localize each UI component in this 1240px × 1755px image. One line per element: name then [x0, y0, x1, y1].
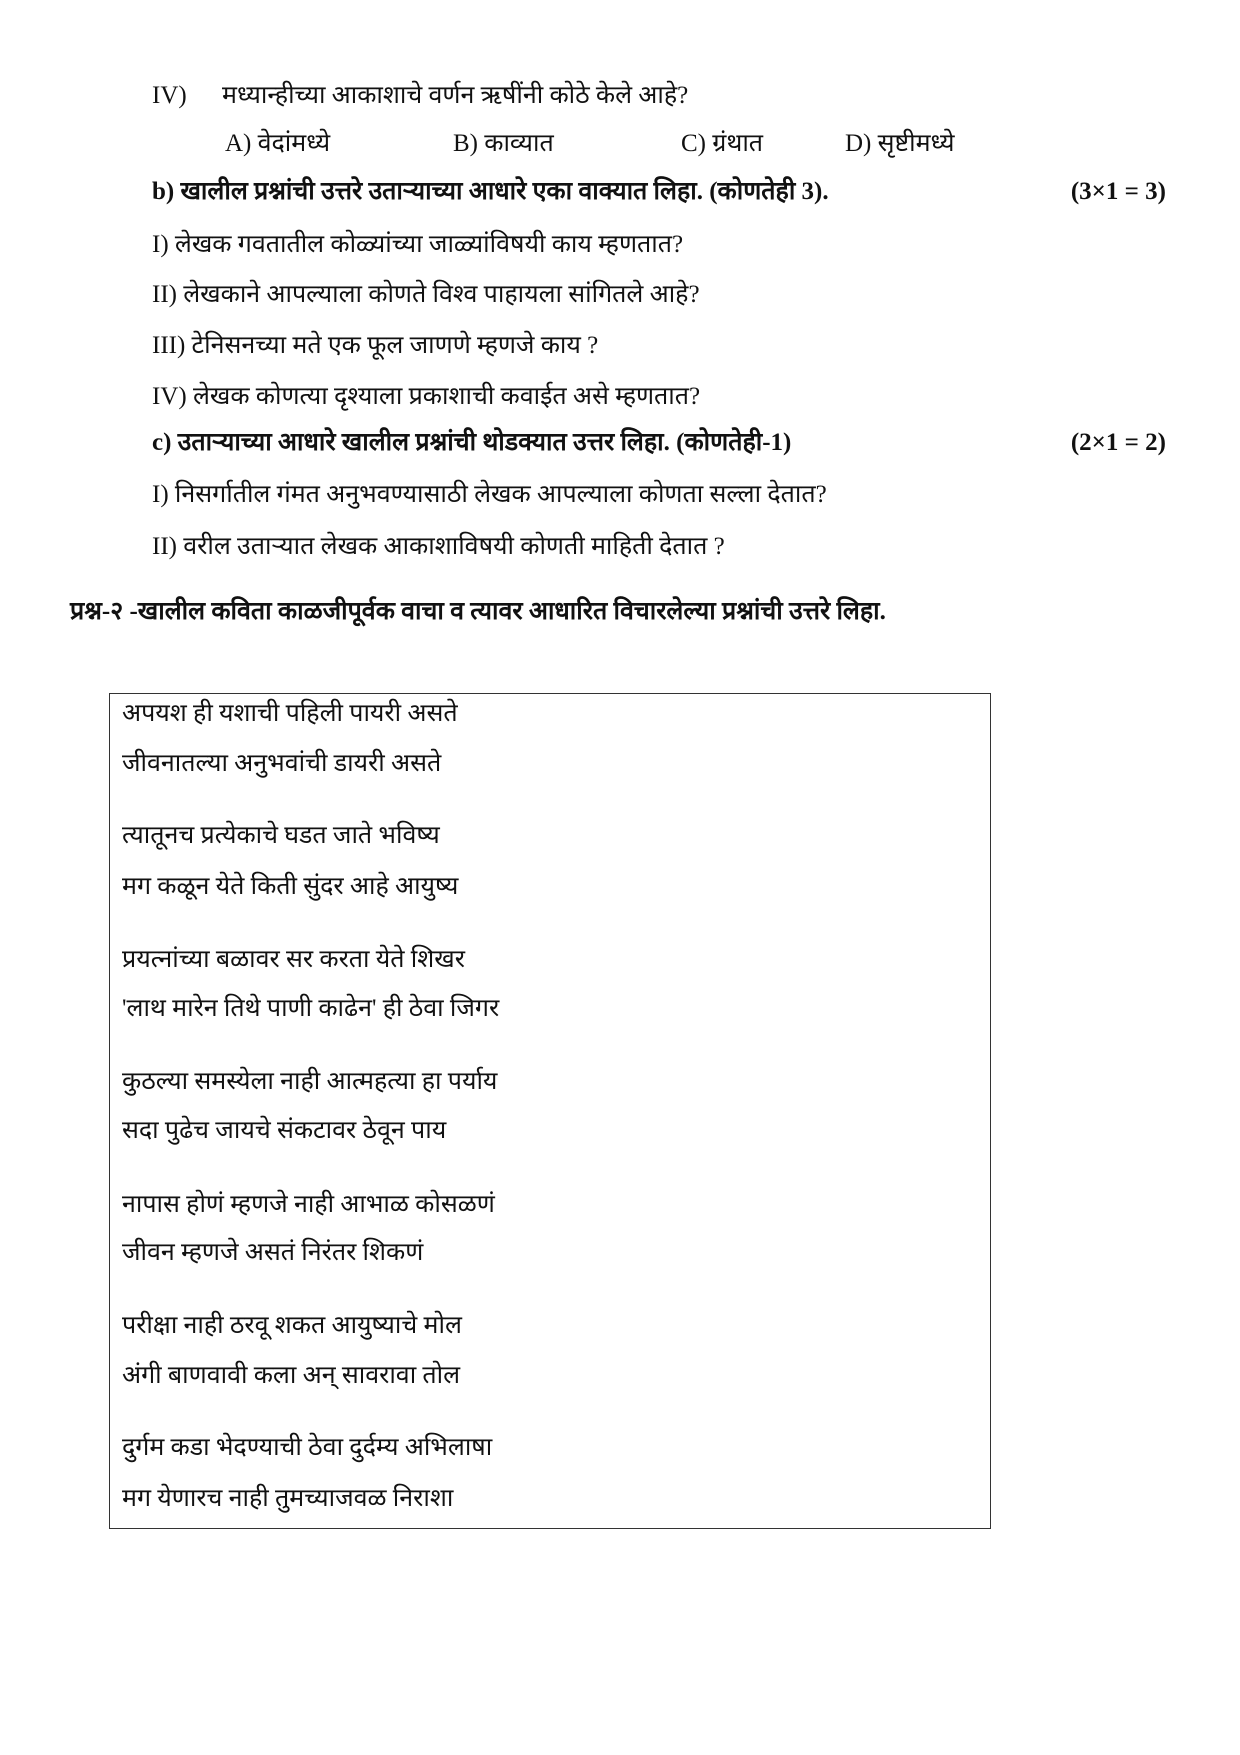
poem-box	[109, 693, 991, 1529]
poem-line: प्रयत्नांच्या बळावर सर करता येते शिखर	[122, 946, 465, 973]
question-item: IV) लेखक कोणत्या दृश्याला प्रकाशाची कवाईत असे म्हणतात?	[152, 383, 701, 410]
option-a: A) वेदांमध्ये	[225, 130, 331, 157]
poem-line: परीक्षा नाही ठरवू शकत आयुष्याचे मोल	[122, 1312, 462, 1339]
option-d: D) सृष्टीमध्ये	[845, 130, 955, 157]
question-2-heading: प्रश्न-२ -खालील कविता काळजीपूर्वक वाचा व त्यावर आधारित विचारलेल्या प्रश्नांची उत्तरे लिहा.	[70, 598, 886, 625]
section-c-heading: c) उताऱ्याच्या आधारे खालील प्रश्नांची थोडक्यात उत्तर लिहा. (कोणतेही-1)	[152, 429, 792, 456]
question-item: I) लेखक गवतातील कोळ्यांच्या जाळ्यांविषयी काय म्हणतात?	[152, 231, 684, 258]
question-text: मध्यान्हीच्या आकाशाचे वर्णन ऋषींनी कोठे केले आहे?	[222, 82, 689, 109]
option-c: C) ग्रंथात	[681, 130, 764, 157]
question-number: IV)	[152, 82, 187, 109]
poem-line: दुर्गम कडा भेदण्याची ठेवा दुर्दम्य अभिलाषा	[122, 1434, 493, 1461]
poem-line: जीवन म्हणजे असतं निरंतर शिकणं	[122, 1239, 424, 1266]
poem-line: सदा पुढेच जायचे संकटावर ठेवून पाय	[122, 1117, 447, 1144]
poem-line: नापास होणं म्हणजे नाही आभाळ कोसळणं	[122, 1191, 495, 1218]
question-item: II) वरील उताऱ्यात लेखक आकाशाविषयी कोणती माहिती देतात ?	[152, 533, 725, 560]
poem-line: अंगी बाणवावी कला अन् सावरावा तोल	[122, 1362, 461, 1389]
section-b-marks: (3×1 = 3)	[1070, 178, 1166, 205]
poem-line: मग कळून येते किती सुंदर आहे आयुष्य	[122, 873, 459, 900]
poem-line: जीवनातल्या अनुभवांची डायरी असते	[122, 750, 442, 777]
section-b-heading: b) खालील प्रश्नांची उत्तरे उताऱ्याच्या आधारे एका वाक्यात लिहा. (कोणतेही 3).	[152, 178, 829, 205]
option-b: B) काव्यात	[453, 130, 554, 157]
poem-line: त्यातूनच प्रत्येकाचे घडत जाते भविष्य	[122, 822, 440, 849]
poem-line: 'लाथ मारेन तिथे पाणी काढेन' ही ठेवा जिगर	[122, 995, 500, 1022]
question-item: I) निसर्गातील गंमत अनुभवण्यासाठी लेखक आपल्याला कोणता सल्ला देतात?	[152, 481, 827, 508]
question-item: III) टेनिसनच्या मते एक फूल जाणणे म्हणजे काय ?	[152, 332, 599, 359]
poem-line: कुठल्या समस्येला नाही आत्महत्या हा पर्याय	[122, 1068, 498, 1095]
poem-line: अपयश ही यशाची पहिली पायरी असते	[122, 700, 458, 727]
question-item: II) लेखकाने आपल्याला कोणते विश्व पाहायला सांगितले आहे?	[152, 281, 700, 308]
poem-line: मग येणारच नाही तुमच्याजवळ निराशा	[122, 1485, 454, 1512]
section-c-marks: (2×1 = 2)	[1070, 429, 1166, 456]
